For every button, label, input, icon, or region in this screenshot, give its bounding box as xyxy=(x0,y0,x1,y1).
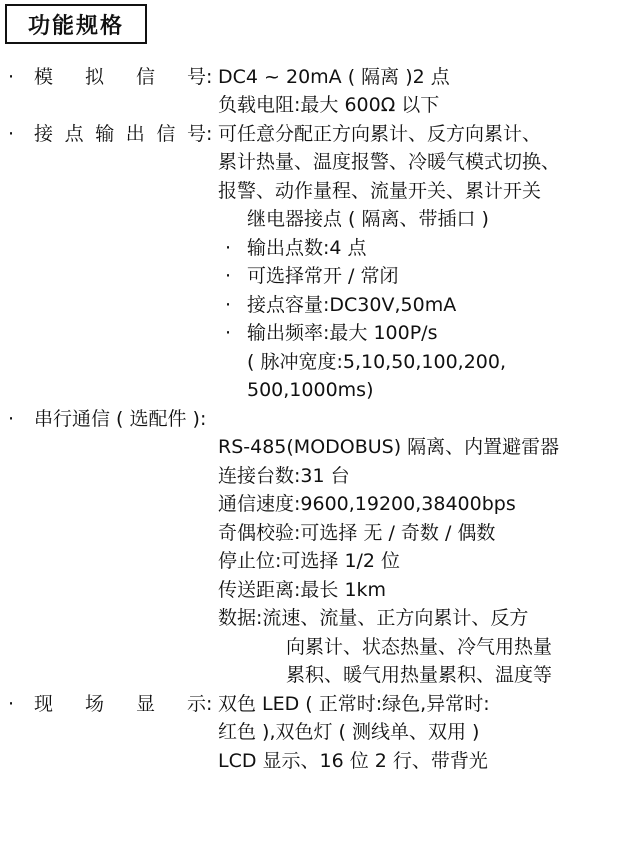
serial-line-5: 停止位:可选择 1/2 位 xyxy=(218,550,401,572)
bullet: · xyxy=(8,66,15,88)
contact-line-1: 可任意分配正方向累计、反方向累计、 xyxy=(218,123,542,145)
bullet: · xyxy=(8,408,15,430)
bullet: · xyxy=(8,123,15,145)
colon: : xyxy=(206,693,213,715)
section-title: 功能规格 xyxy=(5,4,147,44)
sub-bullet: · xyxy=(225,322,232,344)
contact-freq-cont-2: 500,1000ms) xyxy=(247,379,374,401)
bullet: · xyxy=(8,693,15,715)
analog-line-2: 负载电阻:最大 600Ω 以下 xyxy=(218,94,440,116)
colon: : xyxy=(206,66,213,88)
colon: : xyxy=(206,123,213,145)
contact-label: 接点输出信号 xyxy=(34,123,206,145)
contact-freq-cont-1: ( 脉冲宽度:5,10,50,100,200, xyxy=(247,351,507,373)
serial-line-2: 连接台数:31 台 xyxy=(218,465,350,487)
contact-line-2: 累计热量、温度报警、冷暖气模式切换、 xyxy=(218,151,561,173)
sub-bullet: · xyxy=(225,294,232,316)
contact-line-4: 继电器接点 ( 隔离、带插口 ) xyxy=(247,208,489,230)
contact-item-2: 可选择常开 / 常闭 xyxy=(247,265,399,287)
serial-line-8: 向累计、状态热量、冷气用热量 xyxy=(286,636,553,658)
sub-bullet: · xyxy=(225,237,232,259)
serial-line-7: 数据:流速、流量、正方向累计、反方 xyxy=(218,607,529,629)
display-label: 现 场 显 示 xyxy=(34,693,206,715)
contact-item-3: 接点容量:DC30V,50mA xyxy=(247,294,457,316)
serial-line-6: 传送距离:最长 1km xyxy=(218,579,387,601)
analog-label: 模 拟 信 号 xyxy=(34,66,206,88)
serial-line-3: 通信速度:9600,19200,38400bps xyxy=(218,493,516,515)
analog-line-1: DC4 ~ 20mA ( 隔离 )2 点 xyxy=(218,66,450,88)
serial-label: 串行通信 ( 选配件 ): xyxy=(34,408,207,430)
serial-line-1: RS-485(MODOBUS) 隔离、内置避雷器 xyxy=(218,436,560,458)
display-line-2: 红色 ),双色灯 ( 测线单、双用 ) xyxy=(218,721,480,743)
serial-line-9: 累积、暖气用热量累积、温度等 xyxy=(286,664,553,686)
contact-item-1: 输出点数:4 点 xyxy=(247,237,367,259)
sub-bullet: · xyxy=(225,265,232,287)
display-line-3: LCD 显示、16 位 2 行、带背光 xyxy=(218,750,488,772)
serial-line-4: 奇偶校验:可选择 无 / 奇数 / 偶数 xyxy=(218,522,496,544)
display-line-1: 双色 LED ( 正常时:绿色,异常时: xyxy=(218,693,490,715)
contact-line-3: 报警、动作量程、流量开关、累计开关 xyxy=(218,180,542,202)
contact-item-4: 输出频率:最大 100P/s xyxy=(247,322,438,344)
